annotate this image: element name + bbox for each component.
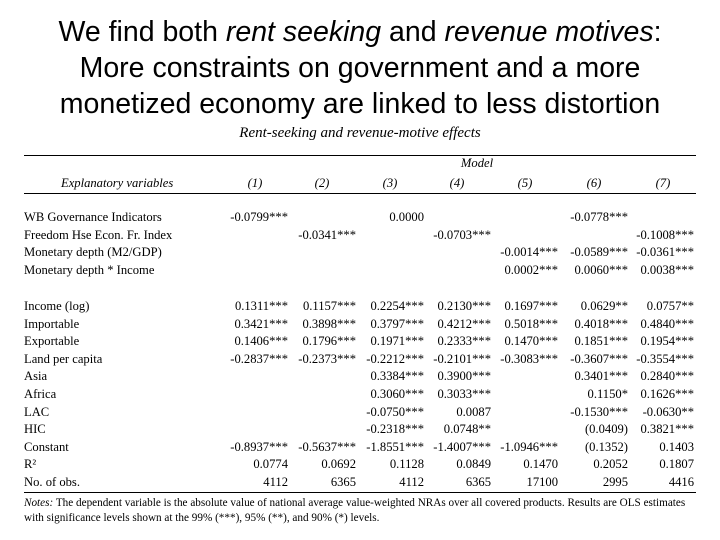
table-cell-col-2: 0.0692 xyxy=(321,457,356,472)
table-cell-col-6: 0.0629** xyxy=(580,299,628,313)
table-cell-col-7: 0.1403 xyxy=(659,439,694,454)
table-cell-col-2: 0.1157*** xyxy=(302,299,356,313)
table-cell-col-3: -0.0750*** xyxy=(366,404,424,419)
table-cell-col-6: -0.0778*** xyxy=(570,210,628,224)
table-cell-col-3: 0.1971*** xyxy=(370,334,424,349)
table-cell-col-1: 0.1406*** xyxy=(234,334,288,349)
table-cell-col-1: 0.1311*** xyxy=(234,299,288,313)
table-cell-col-1: -0.8937*** xyxy=(230,439,288,454)
table-row xyxy=(24,421,696,439)
table-cell-col-5: -1.0946*** xyxy=(500,439,558,454)
row-label: Africa xyxy=(24,386,57,401)
table-cell-col-7: 0.2840*** xyxy=(640,369,694,384)
header-col-5: (5) xyxy=(517,176,533,190)
table-row xyxy=(24,333,696,351)
table-cell-col-6: 0.3401*** xyxy=(574,369,628,384)
row-label: WB Governance Indicators xyxy=(24,210,162,224)
table-cell-col-1: -0.2837*** xyxy=(230,351,288,366)
table-cell-col-7: 0.0757** xyxy=(646,299,694,313)
table-notes: Notes: The dependent variable is the absolute value of national average value-weighted NRAs over all covered products. Results are OLS estimates with significance levels shown at the 99% (***), 95% (**), and 90% (*) levels. xyxy=(24,497,686,524)
table-header xyxy=(24,156,696,192)
table-cell-col-6: 0.1851*** xyxy=(574,334,628,349)
table-cell-col-4: -0.0703*** xyxy=(433,227,491,242)
table-bottom-rule xyxy=(24,492,696,493)
header-col-2: (2) xyxy=(314,176,330,190)
header-explanatory-variables: Explanatory variables xyxy=(61,176,174,190)
row-label: No. of obs. xyxy=(24,474,80,489)
title-line-2: More constraints on government and a more xyxy=(79,52,641,84)
table-cell-col-1: 0.0774 xyxy=(253,457,288,472)
table-header-rule xyxy=(24,193,696,194)
table-cell-col-5: 0.1470*** xyxy=(504,334,558,349)
table-cell-col-3: -1.8551*** xyxy=(366,439,424,454)
table-cell-col-5: -0.0014*** xyxy=(500,245,558,260)
table-cell-col-6: (0.1352) xyxy=(584,439,628,454)
table-cell-col-4: 0.4212*** xyxy=(437,316,491,331)
header-col-6: (6) xyxy=(586,176,602,190)
row-label: Monetary depth * Income xyxy=(24,262,155,277)
table-cell-col-4: 6365 xyxy=(465,474,491,489)
table-cell-col-2: -0.0341*** xyxy=(298,227,356,242)
table-cell-col-7: 0.4840*** xyxy=(640,316,694,331)
table-cell-col-3: 0.3060*** xyxy=(370,386,424,401)
table-cell-col-5: -0.3083*** xyxy=(500,351,558,366)
table-cell-col-7: -0.0630** xyxy=(642,404,694,419)
table-cell-col-7: 0.1807 xyxy=(659,457,694,472)
table-cell-col-6: -0.3607*** xyxy=(570,351,628,366)
table-cell-col-2: -0.5637*** xyxy=(298,439,356,454)
table-row xyxy=(24,244,696,262)
slide-title xyxy=(0,14,720,122)
title-line-3: monetized economy are linked to less distortion xyxy=(59,88,661,120)
row-label: Exportable xyxy=(24,334,80,349)
table-cell-col-7: 0.1626*** xyxy=(640,386,694,401)
table-cell-col-3: 4112 xyxy=(399,474,424,489)
table-cell-col-4: 0.3900*** xyxy=(437,369,491,384)
table-cell-col-4: -0.2101*** xyxy=(433,351,491,366)
table-cell-col-3: 0.1128 xyxy=(389,457,424,472)
header-model: Model xyxy=(460,156,494,170)
table-cell-col-7: -0.3554*** xyxy=(636,351,694,366)
table-cell-col-7: 0.1954*** xyxy=(640,334,694,349)
table-row xyxy=(24,439,696,457)
table-cell-col-6: -0.0589*** xyxy=(570,245,628,260)
table-cell-col-3: 0.0000 xyxy=(389,210,424,224)
table-cell-col-7: -0.0361*** xyxy=(636,245,694,260)
table-cell-col-5: 0.5018*** xyxy=(504,316,558,331)
table-row xyxy=(24,298,696,316)
header-col-4: (4) xyxy=(449,176,465,190)
row-label: Monetary depth (M2/GDP) xyxy=(24,245,162,260)
table-cell-col-3: -0.2318*** xyxy=(366,422,424,437)
row-label: Constant xyxy=(24,439,69,454)
table-cell-col-7: 0.3821*** xyxy=(640,422,694,437)
header-col-1: (1) xyxy=(247,176,263,190)
table-cell-col-6: 0.1150* xyxy=(587,386,628,401)
table-cell-col-2: 0.3898*** xyxy=(302,316,356,331)
table-cell-col-6: (0.0409) xyxy=(584,422,628,437)
row-label: R² xyxy=(24,457,37,472)
table-cell-col-5: 0.1470 xyxy=(523,457,558,472)
table-cell-col-6: 0.0060*** xyxy=(574,262,628,277)
table-row xyxy=(24,351,696,369)
row-label: HIC xyxy=(24,422,46,437)
table-cell-col-6: 2995 xyxy=(602,474,628,489)
header-col-3: (3) xyxy=(382,176,398,190)
table-row xyxy=(24,386,696,404)
row-label: Freedom Hse Econ. Fr. Index xyxy=(24,227,173,242)
table-row xyxy=(24,456,696,474)
table-cell-col-1: 0.3421*** xyxy=(234,316,288,331)
row-label: Income (log) xyxy=(24,299,90,313)
table-row xyxy=(24,227,696,245)
table-cell-col-6: 0.2052 xyxy=(593,457,628,472)
table-cell-col-7: 0.0038*** xyxy=(640,262,694,277)
table-cell-col-4: 0.3033*** xyxy=(437,386,491,401)
table-cell-col-4: 0.2130*** xyxy=(437,299,491,313)
table-row xyxy=(24,474,696,492)
table-cell-col-6: -0.1530*** xyxy=(570,404,628,419)
table-cell-col-2: 0.1796*** xyxy=(302,334,356,349)
table-cell-col-4: 0.0087 xyxy=(456,404,491,419)
row-label: Importable xyxy=(24,316,80,331)
table-cell-col-1: 4112 xyxy=(263,474,288,489)
table-cell-col-3: 0.3797*** xyxy=(370,316,424,331)
table-cell-col-5: 0.1697*** xyxy=(504,299,558,313)
table-cell-col-6: 0.4018*** xyxy=(574,316,628,331)
table-cell-col-4: 0.0748** xyxy=(443,422,491,437)
row-label: Asia xyxy=(24,369,48,384)
table-group-policy-variables xyxy=(24,209,696,279)
row-label: Land per capita xyxy=(24,351,103,366)
table-cell-col-2: -0.2373*** xyxy=(298,351,356,366)
table-cell-col-1: -0.0799*** xyxy=(230,210,288,224)
table-caption: Rent-seeking and revenue-motive effects xyxy=(239,125,481,141)
table-cell-col-4: -1.4007*** xyxy=(433,439,491,454)
table-row xyxy=(24,404,696,422)
table-group-controls xyxy=(24,298,696,492)
table-cell-col-3: 0.3384*** xyxy=(370,369,424,384)
table-cell-col-5: 0.0002*** xyxy=(504,262,558,277)
table-cell-col-7: -0.1008*** xyxy=(636,227,694,242)
row-label: LAC xyxy=(24,404,50,419)
table-cell-col-3: -0.2212*** xyxy=(366,351,424,366)
table-row xyxy=(24,316,696,334)
title-line-1: We find both rent seeking and revenue motives: xyxy=(58,16,662,48)
table-row xyxy=(24,368,696,386)
table-cell-col-4: 0.2333*** xyxy=(437,334,491,349)
table-row xyxy=(24,209,696,227)
table-row xyxy=(24,262,696,280)
table-cell-col-5: 17100 xyxy=(526,474,558,489)
header-col-7: (7) xyxy=(655,176,671,190)
table-cell-col-2: 6365 xyxy=(330,474,356,489)
table-cell-col-3: 0.2254*** xyxy=(370,299,424,313)
table-cell-col-4: 0.0849 xyxy=(456,457,491,472)
table-cell-col-7: 4416 xyxy=(668,474,694,489)
